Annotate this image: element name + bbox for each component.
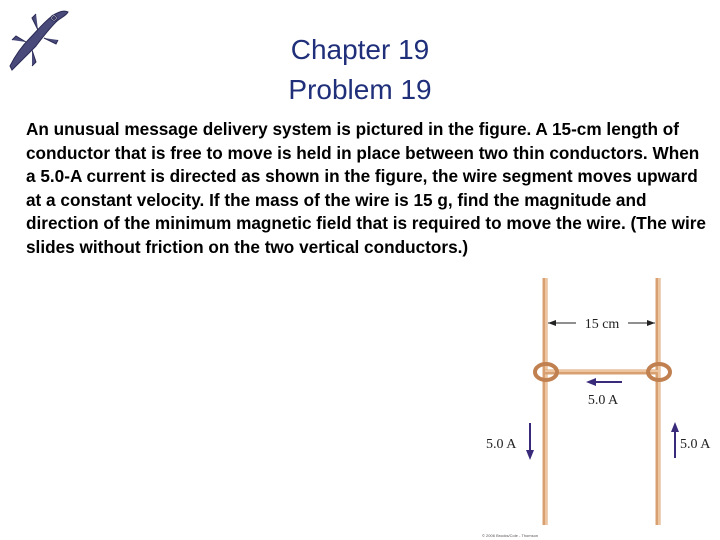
problem-statement: An unusual message delivery system is pictured in the figure. A 15-cm length of conductor that is free to move is held in place between two thin conductors. When a 5.0-A current is directed as shown in the figure, the wire segment moves upward at a constant velocity. If the mass of the wire is 15 g, find the magnitude and direction of the minimum magnetic field that is required to move the wire. (The wire slides without friction on the two vertical conductors.): [26, 119, 706, 257]
middle-current-label: 5.0 A: [587, 393, 619, 408]
left-current-label: 5.0 A: [486, 437, 517, 452]
slide-title: [0, 30, 720, 110]
chapter-title: Chapter 19: [290, 34, 430, 65]
width-label: 15 cm: [584, 317, 620, 332]
right-current-label: 5.0 A: [680, 437, 711, 452]
conductor-figure: [470, 270, 720, 540]
figure-copyright: © 2006 Brooks/Cole - Thomson: [482, 533, 539, 538]
problem-title: Problem 19: [288, 74, 432, 105]
